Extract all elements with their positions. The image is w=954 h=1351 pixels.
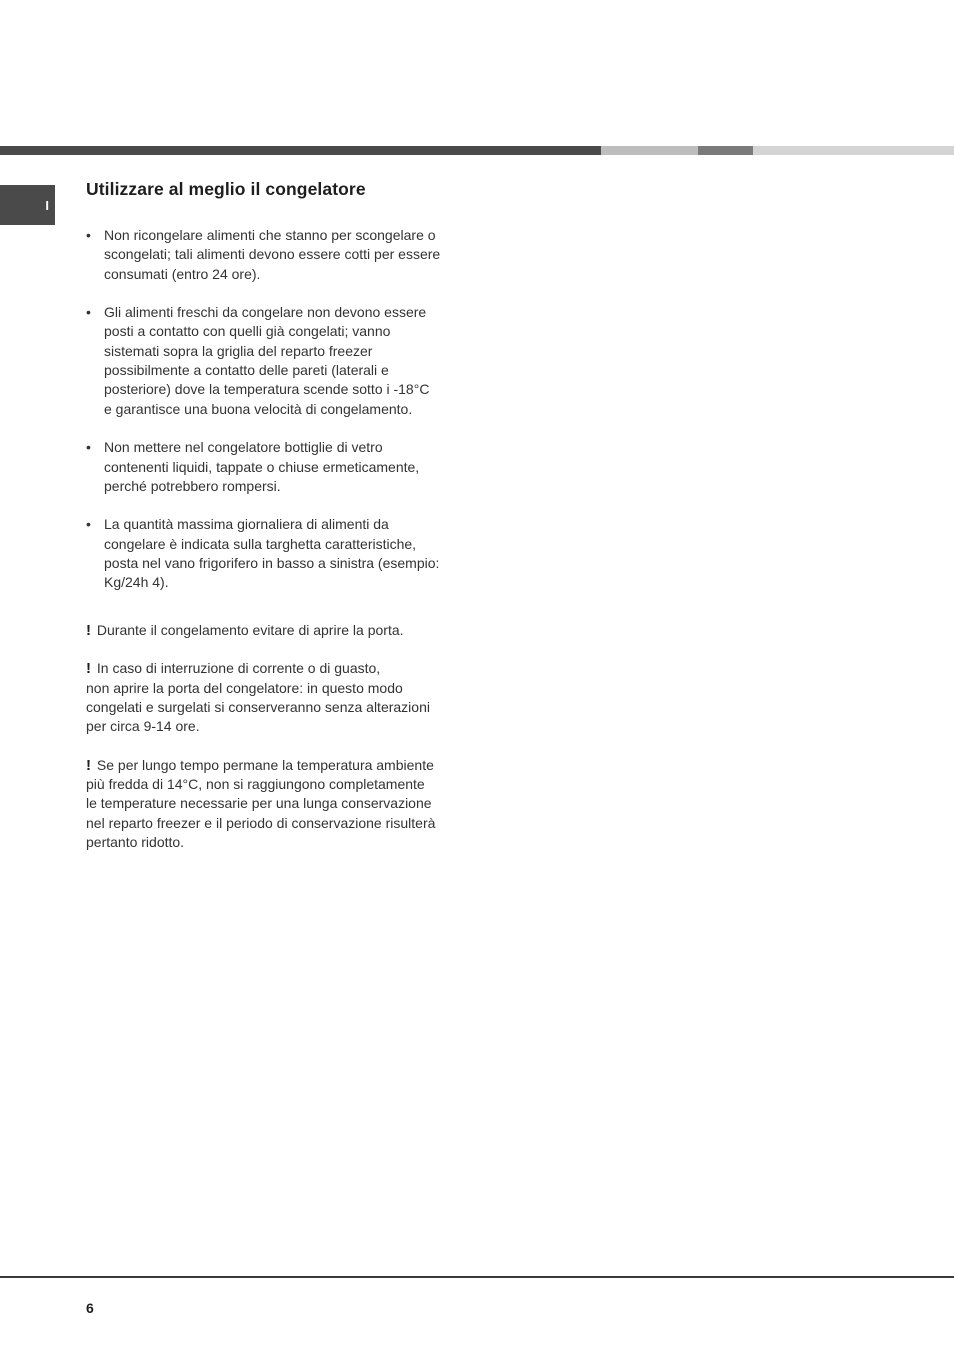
- bullet-line: Non ricongelare alimenti che stanno per scongelare o: [104, 227, 436, 243]
- bullet-item: [86, 226, 466, 284]
- note-line: nel reparto freezer e il periodo di conservazione risulterà: [86, 814, 436, 831]
- note-line: più fredda di 14°C, non si raggiungono completamente: [86, 776, 425, 793]
- bullet-item: [86, 515, 466, 592]
- bullet-line: consumati (entro 24 ore).: [104, 265, 261, 282]
- note-line: Durante il congelamento evitare di aprire la porta.: [96, 621, 404, 638]
- warning-notes: [86, 621, 466, 853]
- warning-note: [86, 621, 466, 640]
- note-line: non aprire la porta del congelatore: in questo modo: [86, 679, 403, 696]
- language-tab-label: I: [45, 197, 49, 213]
- bullet-line: Kg/24h 4).: [104, 574, 169, 591]
- main-content: [86, 176, 466, 872]
- header-bar-segment-mid: [698, 146, 753, 155]
- bullet-line: posta nel vano frigorifero in basso a sinistra (esempio:: [104, 555, 440, 572]
- note-line: congelati e surgelati si conserveranno senza alterazioni: [86, 698, 430, 715]
- header-bar-segment-light: [601, 146, 698, 155]
- bullet-line: Non mettere nel congelatore bottiglie di vetro: [104, 439, 383, 456]
- bullet-line: congelare è indicata sulla targhetta caratteristiche,: [104, 535, 417, 552]
- bullet-line: scongelati; tali alimenti devono essere cotti per essere: [104, 246, 441, 263]
- bullet-line: contenenti liquidi, tappate o chiuse ermeticamente,: [104, 458, 420, 475]
- header-color-bar: [0, 146, 954, 155]
- warning-note: [86, 659, 466, 736]
- bullet-line: La quantità massima giornaliera di alimenti da: [104, 516, 389, 533]
- warning-note: [86, 756, 466, 852]
- bullet-icon: •: [86, 439, 91, 456]
- note-line: Se per lungo tempo permane la temperatura ambiente: [96, 756, 434, 773]
- bullet-list: [86, 226, 466, 593]
- bullet-line: sistemati sopra la griglia del reparto freezer: [104, 342, 373, 359]
- header-bar-segment-dark: [0, 146, 601, 155]
- bullet-line: e garantisce una buona velocità di congelamento.: [104, 400, 413, 417]
- note-line: le temperature necessarie per una lunga conservazione: [86, 795, 432, 812]
- bullet-line: Gli alimenti freschi da congelare non devono essere: [104, 304, 427, 321]
- note-line: per circa 9-14 ore.: [86, 718, 200, 735]
- warning-icon: !: [86, 660, 91, 678]
- section-title: Utilizzare al meglio il congelatore: [86, 179, 366, 199]
- bullet-item: [86, 303, 466, 419]
- warning-icon: !: [86, 756, 91, 774]
- bullet-line: perché potrebbero rompersi.: [104, 477, 281, 494]
- bullet-line: posteriore) dove la temperatura scende sotto i -18°C: [104, 381, 430, 398]
- bullet-icon: •: [86, 304, 91, 321]
- header-bar-segment-lighter: [753, 146, 954, 155]
- bullet-line: possibilmente a contatto delle pareti (laterali e: [104, 362, 389, 379]
- bullet-line: posti a contatto con quelli già congelati; vanno: [104, 323, 391, 340]
- page-number: 6: [86, 1300, 94, 1316]
- footer-divider: [0, 1276, 954, 1278]
- bullet-icon: •: [86, 516, 91, 533]
- language-tab: [0, 185, 55, 225]
- warning-icon: !: [86, 621, 91, 639]
- note-line: In caso di interruzione di corrente o di guasto,: [96, 660, 381, 677]
- note-line: pertanto ridotto.: [86, 833, 185, 850]
- bullet-icon: •: [86, 227, 91, 243]
- bullet-item: [86, 438, 466, 496]
